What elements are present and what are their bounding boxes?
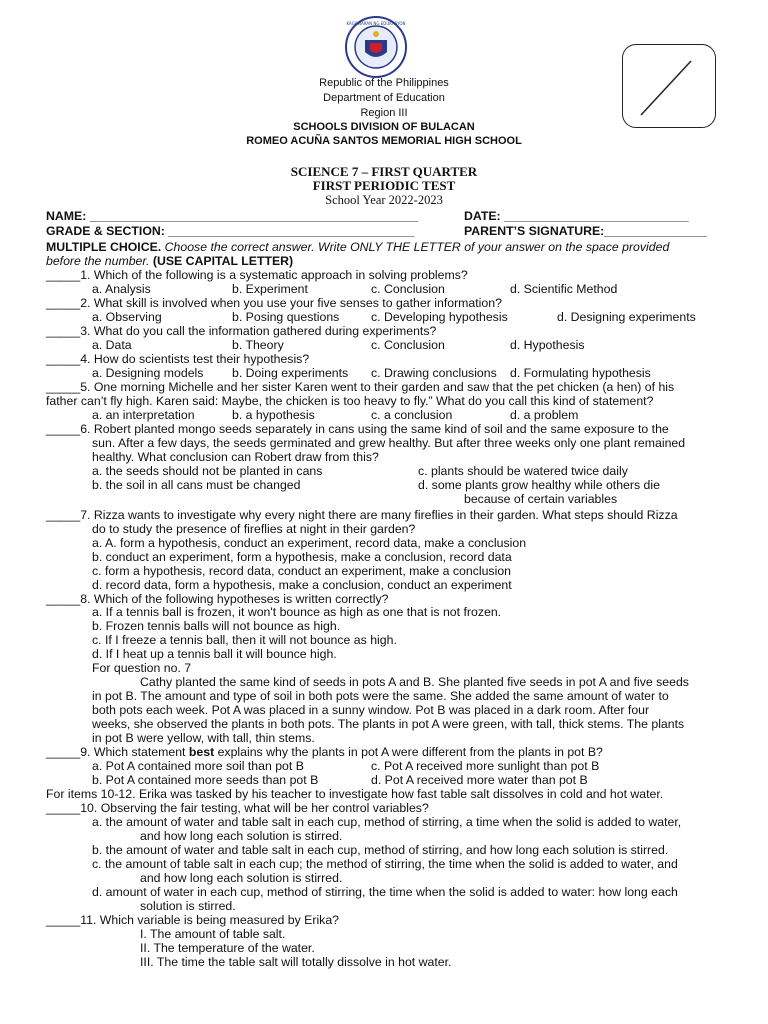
q3-choice-d: d. Hypothesis [510, 338, 585, 352]
q7-choice-c: c. form a hypothesis, record data, conduct an experiment, make a conclusion [92, 564, 511, 578]
q9-pre: _____9. Which statement [46, 745, 189, 759]
q9-choice-c: c. Pot A received more sunlight than pot B [371, 759, 600, 773]
question-5-cont: father can’t fly high. Karen said: Maybe, the chicken is too heavy to fly.” What do you call this kind of statement? [46, 394, 654, 408]
q11-item-3: III. The time the table salt will totally dissolve in hot water. [140, 955, 452, 969]
q1-choice-b: b. Experiment [232, 282, 308, 296]
passage-line-5: in pot B were yellow, with tall, thin stems. [92, 731, 315, 745]
title-subject: SCIENCE 7 – FIRST QUARTER [290, 164, 478, 179]
question-7: _____7. Rizza wants to investigate why every night there are many fireflies in their garden. What steps should Rizza [46, 508, 678, 522]
passage-line-4: weeks, she observed the plants in both pots. The plants in pot A were green, with tall, thick stems. The plants [92, 717, 685, 731]
items-10-12-intro: For items 10-12. Erika was tasked by his teacher to investigate how fast table salt dissolves in cold and hot water. [46, 787, 664, 801]
q4-choice-d: d. Formulating hypothesis [510, 366, 651, 380]
q9-choice-d: d. Pot A received more water than pot B [371, 773, 588, 787]
q11-item-2: II. The temperature of the water. [140, 941, 315, 955]
q2-choice-b: b. Posing questions [232, 310, 340, 324]
grade-section-field[interactable]: GRADE & SECTION: ____________________________________ [46, 224, 415, 238]
question-1: _____1. Which of the following is a systematic approach in solving problems? [46, 268, 468, 282]
q8-choice-a: a. If a tennis ball is frozen, it won't bounce as high as one that is not frozen. [92, 605, 502, 619]
instructions-line1 [46, 240, 669, 254]
passage-heading: For question no. 7 [92, 661, 192, 675]
q10-choice-d-cont: solution is stirred. [140, 899, 236, 913]
instructions-caps: (USE CAPITAL LETTER) [152, 254, 294, 268]
q4-choice-b: b. Doing experiments [232, 366, 349, 380]
question-6-cont-2: healthy. What conclusion can Robert draw from this? [92, 450, 379, 464]
q8-choice-d: d. If I heat up a tennis ball it will bounce high. [92, 647, 337, 661]
q10-choice-c: c. the amount of table salt in each cup; the method of stirring, the time when the solid is added to water, and [92, 857, 678, 871]
q10-choice-c-cont: and how long each solution is stirred. [140, 871, 343, 885]
header-school: ROMEO ACUÑA SANTOS MEMORIAL HIGH SCHOOL [246, 135, 522, 147]
q11-item-1: I. The amount of table salt. [140, 927, 286, 941]
instructions-line2 [46, 254, 293, 268]
question-6: _____6. Robert planted mongo seeds separately in cans using the same kind of soil and the same exposure to the [46, 422, 669, 436]
question-8: _____8. Which of the following hypotheses is written correctly? [46, 592, 389, 606]
q9-choice-a: a. Pot A contained more soil than pot B [92, 759, 304, 773]
q4-choice-a: a. Designing models [92, 366, 204, 380]
question-9 [46, 745, 603, 759]
q2-choice-c: c. Developing hypothesis [371, 310, 508, 324]
question-4: _____4. How do scientists test their hypothesis? [46, 352, 310, 366]
header-region: Region III [360, 107, 408, 119]
q6-choice-a: a. the seeds should not be planted in cans [92, 464, 323, 478]
q1-choice-a: a. Analysis [92, 282, 151, 296]
q5-choice-a: a. an interpretation [92, 408, 195, 422]
q3-choice-b: b. Theory [232, 338, 284, 352]
q10-choice-a: a. the amount of water and table salt in each cup, method of stirring, a time when the solid is added to water, [92, 815, 682, 829]
q5-choice-b: b. a hypothesis [232, 408, 315, 422]
question-5: _____5. One morning Michelle and her sister Karen went to their garden and saw that the pet chicken (a hen) of his [46, 380, 675, 394]
question-2: _____2. What skill is involved when you use your five senses to gather information? [46, 296, 502, 310]
q7-choice-b: b. conduct an experiment, form a hypothesis, make a conclusion, record data [92, 550, 512, 564]
instructions-text: Choose the correct answer. Write ONLY THE LETTER of your answer on the space provided [161, 240, 670, 254]
q8-choice-c: c. If I freeze a tennis ball, then it will not bounce as high. [92, 633, 397, 647]
q3-choice-c: c. Conclusion [371, 338, 445, 352]
seal-text: KAGAWARAN NG EDUKASYON [346, 21, 406, 26]
header-republic: Republic of the Philippines [319, 77, 449, 89]
q10-choice-d: d. amount of water in each cup, method of stirring, the time when the solid is added to water: how long each [92, 885, 678, 899]
q2-choice-a: a. Observing [92, 310, 162, 324]
q7-choice-a: a. A. form a hypothesis, conduct an experiment, record data, make a conclusion [92, 536, 527, 550]
parent-signature-field[interactable]: PARENT’S SIGNATURE:_______________ [464, 224, 707, 238]
q6-choice-d-cont: because of certain variables [464, 492, 618, 506]
question-6-cont: sun. After a few days, the seeds germinated and grew healthy. But after three weeks only one plant remained [92, 436, 686, 450]
header-deped: Department of Education [323, 92, 445, 104]
q2-choice-d: d. Designing experiments [557, 310, 696, 324]
q1-choice-d: d. Scientific Method [510, 282, 618, 296]
q3-choice-a: a. Data [92, 338, 132, 352]
instructions-text-2: before the number. [46, 254, 153, 268]
q5-choice-c: c. a conclusion [371, 408, 453, 422]
title-school-year: School Year 2022-2023 [325, 193, 443, 207]
q6-choice-b: b. the soil in all cans must be changed [92, 478, 301, 492]
q4-choice-c: c. Drawing conclusions [371, 366, 497, 380]
q7-choice-d: d. record data, form a hypothesis, make a conclusion, conduct an experiment [92, 578, 512, 592]
q6-choice-c: c. plants should be watered twice daily [418, 464, 628, 478]
q5-choice-d: d. a problem [510, 408, 579, 422]
q10-choice-b: b. the amount of water and table salt in each cup, method of stirring, and how long each solution is stirred. [92, 843, 669, 857]
passage-line-3: both pots each week. Pot A was placed in a sunny window. Pot B was placed in a dark room. After four [92, 703, 650, 717]
title-test: FIRST PERIODIC TEST [312, 178, 456, 193]
passage-line-2: in pot B. The amount and type of soil in both pots were the same. She added the same amount of water to [92, 689, 669, 703]
q9-choice-b: b. Pot A contained more seeds than pot B [92, 773, 319, 787]
q10-choice-a-cont: and how long each solution is stirred. [140, 829, 343, 843]
instructions-label: MULTIPLE CHOICE. [46, 240, 162, 254]
header-division: SCHOOLS DIVISION OF BULACAN [293, 121, 475, 133]
question-3: _____3. What do you call the information gathered during experiments? [46, 324, 437, 338]
passage-line-1: Cathy planted the same kind of seeds in pots A and B. She planted five seeds in pot A and five seeds [140, 675, 689, 689]
q9-bold: best [188, 745, 215, 759]
date-field[interactable]: DATE: ___________________________ [464, 209, 689, 223]
q1-choice-c: c. Conclusion [371, 282, 445, 296]
q9-post: explains why the plants in pot A were different from the plants in pot B? [214, 745, 603, 759]
q8-choice-b: b. Frozen tennis balls will not bounce as high. [92, 619, 341, 633]
name-field[interactable]: NAME: ________________________________________________ [46, 209, 418, 223]
question-7-cont: do to study the presence of fireflies at night in their garden? [92, 522, 416, 536]
q6-choice-d: d. some plants grow healthy while others die [418, 478, 660, 492]
question-10: _____10. Observing the fair testing, what will be her control variables? [46, 801, 429, 815]
deped-seal-logo [345, 16, 407, 78]
question-11: _____11. Which variable is being measured by Erika? [46, 913, 340, 927]
